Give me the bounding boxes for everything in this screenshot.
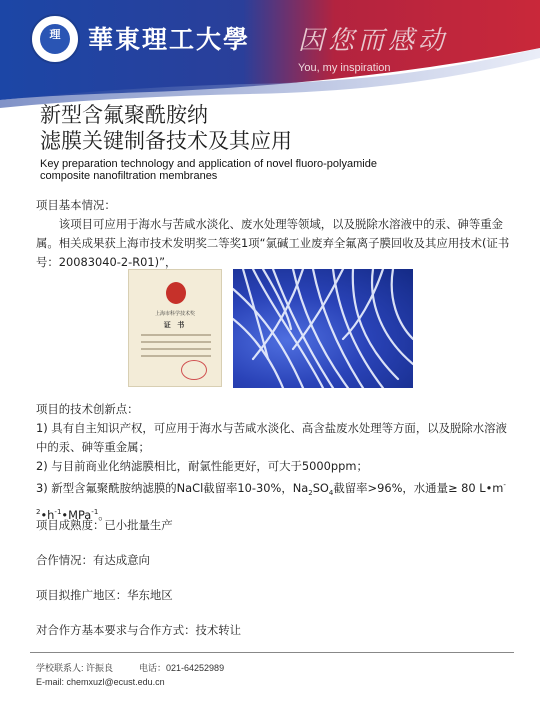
item3-part: •h bbox=[40, 507, 55, 522]
header-banner bbox=[0, 0, 540, 110]
item3-part: •MPa bbox=[61, 507, 92, 522]
item3-sup: -1 bbox=[91, 508, 99, 517]
university-logo: 理 bbox=[30, 14, 80, 64]
item3-sub: 2 bbox=[308, 489, 313, 498]
cooperation-text: 合作情况：有达成意向 bbox=[36, 553, 150, 567]
innovation-heading: 项目的技术创新点： bbox=[36, 402, 139, 416]
item3-part: SO bbox=[312, 480, 329, 495]
title-cn-line-1: 新型含氟聚酰胺纳 bbox=[40, 103, 208, 127]
maturity-text: 项目成熟度：已小批量生产 bbox=[36, 518, 173, 532]
contact-phone: 电话：021-64252989 bbox=[139, 663, 225, 673]
seal-stamp-icon bbox=[181, 360, 207, 380]
region-text: 项目拟推广地区：华东地区 bbox=[36, 588, 173, 602]
basic-info-heading: 项目基本情况： bbox=[36, 198, 116, 212]
page-title-cn bbox=[40, 102, 292, 154]
motto-calligraphy: 因您而感动 bbox=[298, 26, 449, 56]
item3-part: 3) 新型含氟聚酰胺纳滤膜的NaCl截留率10-30%，Na bbox=[36, 480, 309, 495]
innovation-section bbox=[36, 400, 516, 525]
item3-part: 。 bbox=[98, 507, 110, 522]
certificate-label: 证 书 bbox=[163, 321, 187, 329]
basic-info-section bbox=[36, 196, 516, 272]
certificate-title: 上海市科学技术奖 bbox=[154, 311, 195, 317]
innovation-item-1: 1) 具有自主知识产权，可应用于海水与苦咸水淡化、高含盐废水处理等方面，以及脱除水溶液中的汞、砷等重金属； bbox=[36, 421, 507, 454]
university-name: 華東理工大學 bbox=[88, 25, 251, 54]
footer-divider bbox=[30, 652, 514, 653]
footer-contact bbox=[36, 661, 224, 689]
certificate-photo bbox=[128, 269, 222, 387]
title-cn-line-2: 滤膜关键制备技术及其应用 bbox=[40, 129, 292, 153]
page-title-en bbox=[40, 158, 377, 182]
motto-english: You, my inspiration bbox=[298, 62, 391, 74]
basic-info-text: 该项目可应用于海水与苦咸水淡化、废水处理等领域，以及脱除水溶液中的汞、砷等重金属。相关成果获上海市技术发明奖二等奖1项“氯碱工业废弃全氟离子膜回收及其应用技术(证书号：20083040-2-R01)”， bbox=[36, 217, 510, 269]
membrane-fibers-photo bbox=[233, 269, 413, 388]
item3-sup: -2 bbox=[36, 481, 506, 517]
requirements-text: 对合作方基本要求与合作方式：技术转让 bbox=[36, 623, 242, 637]
contact-email: E-mail: chemxuzl@ecust.edu.cn bbox=[36, 677, 165, 687]
item3-sup: -1 bbox=[54, 508, 62, 517]
item3-part: 截留率>96%，水通量≥ 80 L•m bbox=[333, 480, 504, 495]
item3-sub: 4 bbox=[328, 489, 334, 498]
title-en-line-1: Key preparation technology and application of novel fluoro-polyamide bbox=[40, 158, 377, 170]
national-emblem-icon bbox=[166, 282, 186, 304]
innovation-item-2: 2) 与目前商业化纳滤膜相比，耐氯性能更好，可大于5000ppm； bbox=[36, 459, 368, 473]
title-en-line-2: composite nanofiltration membranes bbox=[40, 170, 218, 182]
contact-person: 学校联系人: 许振良 bbox=[36, 663, 114, 673]
